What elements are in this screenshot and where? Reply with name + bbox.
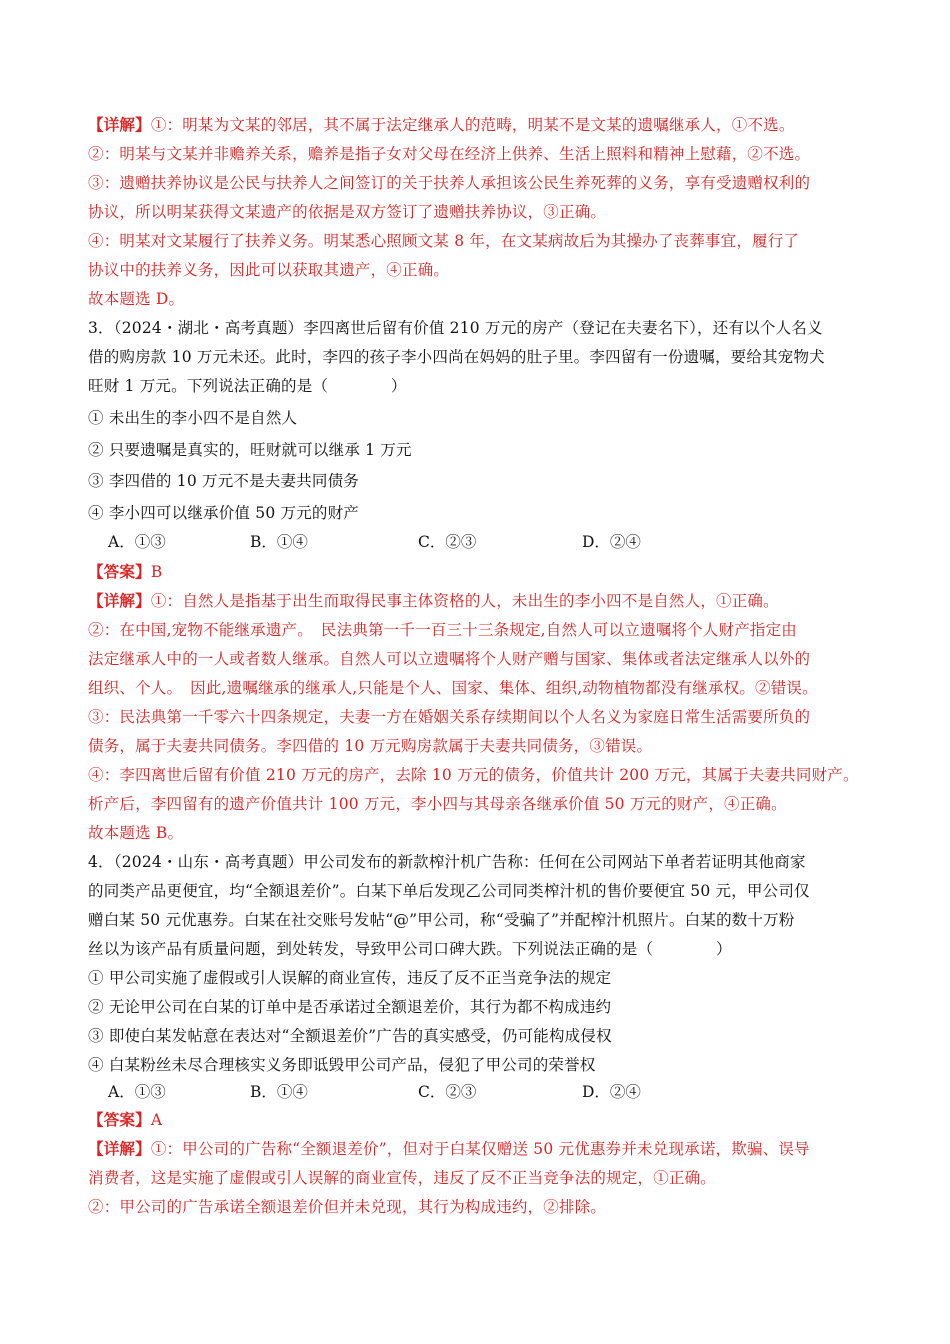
answer-label: 【答案】 (88, 562, 151, 581)
q4-stem-line-3: 赠白某 50 元优惠券。白某在社交账号发帖“@”甲公司，称“受骗了”并配榨汁机照片。白某的数十万粉 (88, 911, 795, 929)
q3-statement-1: ① 未出生的李小四不是自然人 (88, 409, 298, 427)
q3-option-c: C．②③ (418, 533, 477, 551)
q3-statement-4: ④ 李小四可以继承价值 50 万元的财产 (88, 504, 360, 522)
q2-detail-line-5: ④：明某对文某履行了扶养义务。明某悉心照顾文某 8 年，在文某病故后为其操办了丧葬事宜，履行了 (88, 232, 800, 250)
q4-option-b: B．①④ (250, 1083, 308, 1101)
q4-detail-line-2: 消费者，这是实施了虚假或引人误解的商业宣传，违反了反不正当竞争法的规定，①正确。 (88, 1169, 717, 1187)
q3-detail-line-6: 债务，属于夫妻共同债务。李四借的 10 万元购房款属于夫妻共同债务，③错误。 (88, 737, 653, 755)
q3-stem-line-2: 借的购房款 10 万元未还。此时，李四的孩子李小四尚在妈妈的肚子里。李四留有一份遗嘱，要给其宠物犬 (88, 348, 825, 366)
q3-stem-line-3: 旺财 1 万元。下列说法正确的是（ ） (88, 377, 407, 395)
q3-detail-line-7: ④：李四离世后留有价值 210 万元的房产，去除 10 万元的债务，价值共计 200 万元，其属于夫妻共同财产。 (88, 766, 859, 784)
q3-detail-line-5: ③：民法典第一千零六十四条规定，夫妻一方在婚姻关系存续期间以个人名义为家庭日常生活需要所负的 (88, 708, 811, 726)
q4-option-d: D．②④ (582, 1083, 641, 1101)
q2-detail-line-1: 【详解】①：明某为文某的邻居，其不属于法定继承人的范畴，明某不是文某的遗嘱继承人，①不选。 (88, 115, 795, 134)
q4-statement-3: ③ 即使白某发帖意在表达对“全额退差价”广告的真实感受，仍可能构成侵权 (88, 1027, 612, 1045)
q4-detail-line-1: 【详解】①：甲公司的广告称“全额退差价”，但对于白某仅赠送 50 元优惠券并未兑现承诺，欺骗、误导 (88, 1139, 810, 1158)
q4-stem-line-1: 4．（2024・山东・高考真题）甲公司发布的新款榨汁机广告称：任何在公司网站下单者若证明其他商家 (88, 853, 806, 871)
q4-statement-2: ② 无论甲公司在白某的订单中是否承诺过全额退差价，其行为都不构成违约 (88, 998, 612, 1016)
q3-detail-line-1: 【详解】①：自然人是指基于出生而取得民事主体资格的人，未出生的李小四不是自然人，①正确。 (88, 591, 779, 610)
q3-option-a: A．①③ (108, 533, 166, 551)
detail-label: 【详解】 (88, 591, 151, 610)
q4-statement-1: ① 甲公司实施了虚假或引人误解的商业宣传，违反了反不正当竞争法的规定 (88, 969, 612, 987)
q3-detail-line-4: 组织、个人。 因此,遗嘱继承的继承人,只能是个人、国家、集体、组织,动物植物都没有继承权。②错误。 (88, 679, 818, 697)
q3-detail-line-2: ②：在中国,宠物不能继承遗产。 民法典第一千一百三十三条规定,自然人可以立遗嘱将个人财产指定由 (88, 621, 798, 639)
q4-statement-4: ④ 白某粉丝未尽合理核实义务即诋毁甲公司产品，侵犯了甲公司的荣誉权 (88, 1056, 596, 1074)
detail-label: 【详解】 (88, 1139, 151, 1158)
q2-detail-line-2: ②：明某与文某并非赡养关系，赡养是指子女对父母在经济上供养、生活上照料和精神上慰藉，②不选。 (88, 145, 811, 163)
q4-option-c: C．②③ (418, 1083, 477, 1101)
q3-conclusion: 故本题选 B。 (88, 824, 184, 842)
q3-answer (88, 562, 162, 582)
q4-answer (88, 1110, 162, 1130)
q3-statement-3: ③ 李四借的 10 万元不是夫妻共同债务 (88, 472, 360, 490)
q4-answer-value: A (150, 1111, 163, 1129)
q4-detail-line-3: ②：甲公司的广告承诺全额退差价但并未兑现，其行为构成违约，②排除。 (88, 1198, 607, 1216)
q3-statement-2: ② 只要遗嘱是真实的，旺财就可以继承 1 万元 (88, 441, 412, 459)
q3-options (108, 532, 868, 552)
q3-answer-value: B (150, 563, 163, 581)
q3-option-d: D．②④ (582, 533, 641, 551)
detail-label: 【详解】 (88, 115, 151, 134)
q3-detail-line-3: 法定继承人中的一人或者数人继承。自然人可以立遗嘱将个人财产赠与国家、集体或者法定继承人以外的 (88, 650, 811, 668)
q4-stem-line-4: 丝以为该产品有质量问题，到处转发，导致甲公司口碑大跌。下列说法正确的是（ ） (88, 940, 732, 958)
answer-label: 【答案】 (88, 1110, 151, 1129)
q3-option-b: B．①④ (250, 533, 308, 551)
q4-stem-line-2: 的同类产品更便宜，均“全额退差价”。白某下单后发现乙公司同类榨汁机的售价要便宜 50 元，甲公司仅 (88, 882, 810, 900)
q2-detail-line-6: 协议中的扶养义务，因此可以获取其遗产，④正确。 (88, 261, 450, 279)
q4-option-a: A．①③ (108, 1083, 166, 1101)
q3-detail-line-8: 析产后，李四留有的遗产价值共计 100 万元，李小四与其母亲各继承价值 50 万元的财产，④正确。 (88, 795, 787, 813)
q2-detail-line-3: ③：遗赠扶养协议是公民与扶养人之间签订的关于扶养人承担该公民生养死葬的义务，享有受遗赠权利的 (88, 174, 811, 192)
q2-detail-line-4: 协议，所以明某获得文某遗产的依据是双方签订了遗赠扶养协议，③正确。 (88, 203, 607, 221)
q2-conclusion: 故本题选 D。 (88, 290, 185, 308)
q3-stem-line-1: 3．（2024・湖北・高考真题）李四离世后留有价值 210 万元的房产（登记在夫妻名下），还有以个人名义 (88, 319, 823, 337)
q4-options (108, 1082, 868, 1102)
